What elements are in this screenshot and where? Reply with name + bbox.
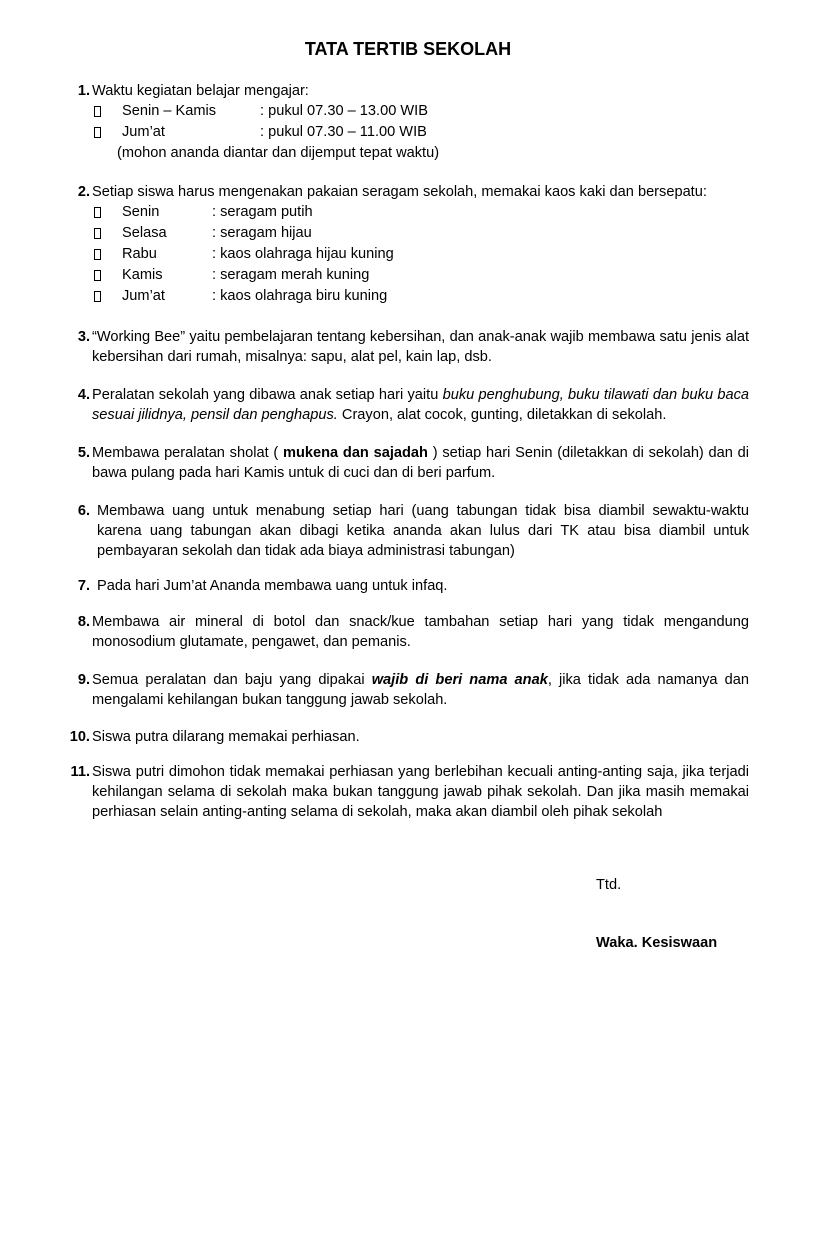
rule-11 bbox=[66, 762, 749, 822]
uniform-row bbox=[66, 265, 749, 286]
uniform-day: Kamis bbox=[122, 267, 163, 283]
uniform-row bbox=[66, 202, 749, 223]
rule-text: Membawa uang untuk menabung setiap hari (uang tabungan tidak bisa diambil sewaktu-waktu karena uang tabungan akan dibagi ketika ananda akan lulus dari TK atau bisa diambil untuk pembayaran sekolah dan tidak ada biaya administrasi tabungan) bbox=[97, 503, 749, 559]
rule-number: 9. bbox=[77, 672, 90, 688]
rule-4 bbox=[66, 385, 749, 425]
rule-number: 7. bbox=[77, 578, 90, 594]
uniform-value: : seragam merah kuning bbox=[212, 267, 370, 283]
rule-text: Setiap siswa harus mengenakan pakaian seragam sekolah, memakai kaos kaki dan bersepatu: bbox=[92, 184, 707, 200]
rule-text bbox=[92, 385, 749, 425]
rule-9 bbox=[66, 670, 749, 710]
rule-text: Membawa air mineral di botol dan snack/kue tambahan setiap hari yang tidak mengandung monosodium glutamate, pengawet, dan pemanis. bbox=[92, 614, 749, 650]
rule-text: “Working Bee” yaitu pembelajaran tentang kebersihan, dan anak-anak wajib membawa satu jenis alat kebersihan dari rumah, misalnya: sapu, alat pel, kain lap, dsb. bbox=[92, 329, 749, 365]
rule-text: Pada hari Jum’at Ananda membawa uang untuk infaq. bbox=[97, 578, 448, 594]
rule-number: 3. bbox=[77, 329, 90, 345]
uniform-row bbox=[66, 223, 749, 244]
rule-number: 11. bbox=[70, 764, 90, 780]
rule-text-bold-italic: wajib di beri nama anak bbox=[371, 672, 548, 688]
rule-text-italic: buku penghubung, buku tilawati dan buku baca sesuai jilidnya, pensil dan penghapus. bbox=[92, 387, 750, 423]
schedule-row bbox=[66, 122, 749, 143]
rule-text: Siswa putri dimohon tidak memakai perhiasan yang berlebihan kecuali anting-anting saja, jika terjadi kehilangan selama di sekolah maka bukan tanggung jawab pihak sekolah. Dan jika masih memakai perhiasan selain anting-anting selama di sekolah, maka akan diambil oleh pihak sekolah bbox=[92, 764, 749, 820]
schedule-note: (mohon ananda diantar dan dijemput tepat waktu) bbox=[117, 145, 440, 161]
uniform-value: : kaos olahraga hijau kuning bbox=[212, 246, 394, 262]
rule-6 bbox=[66, 501, 749, 561]
document-title: TATA TERTIB SEKOLAH bbox=[304, 39, 512, 59]
rule-5 bbox=[66, 443, 749, 483]
rule-text-part: , jika tidak ada namanya dan mengalami kehilangan bukan tanggung jawab sekolah. bbox=[92, 672, 749, 708]
schedule-time: : pukul 07.30 – 11.00 WIB bbox=[260, 124, 427, 140]
bullet-box-icon bbox=[94, 249, 101, 260]
uniform-day: Selasa bbox=[122, 225, 167, 241]
rule-3 bbox=[66, 327, 749, 367]
rule-text-part: Membawa peralatan sholat ( bbox=[92, 445, 283, 461]
rule-text: Siswa putra dilarang memakai perhiasan. bbox=[92, 729, 360, 745]
rule-number: 1. bbox=[77, 83, 90, 99]
uniform-value: : seragam putih bbox=[212, 204, 313, 220]
rule-text: Waktu kegiatan belajar mengajar: bbox=[92, 83, 309, 99]
bullet-box-icon bbox=[94, 207, 101, 218]
signature-ttd: Ttd. bbox=[596, 877, 622, 893]
rule-1 bbox=[66, 81, 749, 163]
uniform-row bbox=[66, 244, 749, 265]
uniform-value: : seragam hijau bbox=[212, 225, 312, 241]
rule-number: 10. bbox=[69, 729, 90, 745]
rule-10 bbox=[66, 727, 749, 747]
schedule-day: Jum’at bbox=[122, 124, 165, 140]
uniform-value: : kaos olahraga biru kuning bbox=[212, 288, 388, 304]
rule-number: 2. bbox=[77, 184, 90, 200]
uniform-day: Senin bbox=[122, 204, 160, 220]
bullet-box-icon bbox=[94, 106, 101, 117]
signature-role: Waka. Kesiswaan bbox=[596, 935, 718, 951]
rule-7 bbox=[66, 576, 749, 596]
rule-2 bbox=[66, 182, 749, 307]
bullet-box-icon bbox=[94, 228, 101, 239]
bullet-box-icon bbox=[94, 291, 101, 302]
rule-text bbox=[92, 443, 749, 483]
uniform-row bbox=[66, 286, 749, 307]
schedule-day: Senin – Kamis bbox=[122, 103, 217, 119]
rule-text-part: Peralatan sekolah yang dibawa anak setiap hari yaitu bbox=[92, 387, 443, 403]
uniform-day: Jum’at bbox=[122, 288, 165, 304]
rule-text-part: Semua peralatan dan baju yang dipakai bbox=[92, 672, 372, 688]
schedule-row bbox=[66, 101, 749, 122]
rule-text bbox=[92, 670, 749, 710]
rule-number: 4. bbox=[77, 387, 90, 403]
schedule-time: : pukul 07.30 – 13.00 WIB bbox=[260, 103, 428, 119]
rule-number: 8. bbox=[77, 614, 90, 630]
rule-8 bbox=[66, 612, 749, 652]
rule-text-part: Crayon, alat cocok, gunting, diletakkan di sekolah. bbox=[337, 407, 667, 423]
uniform-day: Rabu bbox=[122, 246, 157, 262]
rule-text-bold: mukena dan sajadah bbox=[283, 445, 428, 461]
bullet-box-icon bbox=[94, 270, 101, 281]
rule-number: 6. bbox=[77, 503, 90, 519]
rule-text-part: ) setiap hari Senin (diletakkan di sekolah) dan di bawa pulang pada hari Kamis untuk di cuci dan di beri parfum. bbox=[92, 445, 750, 481]
rule-number: 5. bbox=[77, 445, 90, 461]
bullet-box-icon bbox=[94, 127, 101, 138]
